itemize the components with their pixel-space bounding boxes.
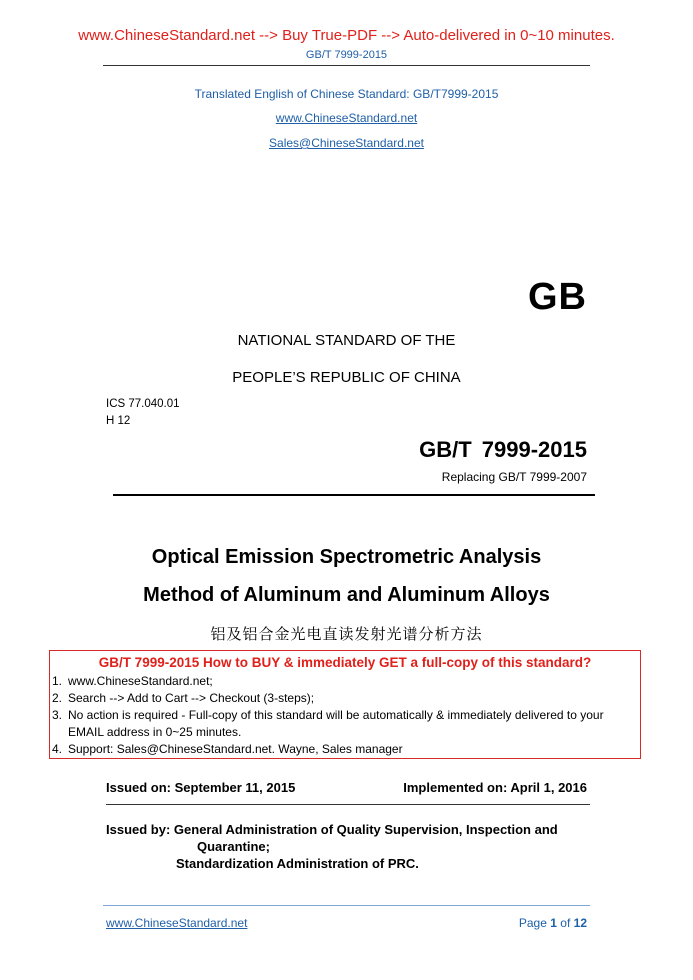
footer-divider	[103, 905, 590, 906]
national-standard-line1: NATIONAL STANDARD OF THE	[237, 332, 456, 349]
page-number: Page 1 of 12	[518, 916, 587, 930]
title-divider	[113, 494, 595, 496]
list-item: 1. www.ChineseStandard.net;	[52, 674, 213, 688]
document-title-line2: Method of Aluminum and Aluminum Alloys	[143, 584, 550, 606]
buy-box-title: GB/T 7999-2015 How to BUY & immediately GET a full-copy of this standard?	[98, 655, 592, 670]
issued-by-line3: Standardization Administration of PRC.	[176, 856, 419, 871]
header-divider	[103, 65, 590, 66]
issued-by-block	[106, 821, 558, 872]
replacing-note: Replacing GB/T 7999-2007	[441, 470, 587, 484]
document-title-line1: Optical Emission Spectrometric Analysis	[151, 546, 542, 568]
document-title-chinese: 铝及铝合金光电直读发射光谱分析方法	[210, 626, 483, 643]
h-code: H 12	[106, 415, 131, 427]
dates-divider	[106, 804, 590, 805]
issued-by-line1: General Administration of Quality Supervision, Inspection and	[173, 822, 558, 837]
national-standard-line2: PEOPLE’S REPUBLIC OF CHINA	[232, 369, 461, 386]
translated-line: Translated English of Chinese Standard: GB/T7999-2015	[194, 87, 499, 101]
list-item: 2. Search --> Add to Cart --> Checkout (3-steps);	[52, 691, 315, 705]
issued-by-line2: Quarantine;	[197, 839, 270, 854]
list-item: 4. Support: Sales@ChineseStandard.net. Wayne, Sales manager	[52, 742, 403, 756]
list-item: 3. No action is required - Full-copy of this standard will be automatically & immediately delivered to your EMAIL address in 0~25 minutes.	[52, 708, 604, 739]
issued-by-label: Issued by:	[106, 822, 171, 837]
implemented-on-date: Implemented on: April 1, 2016	[403, 780, 587, 795]
issued-on-date: Issued on: September 11, 2015	[106, 780, 296, 795]
ics-code: ICS 77.040.01	[106, 398, 180, 410]
buy-info-box	[49, 650, 641, 759]
footer-site-link[interactable]: www.ChineseStandard.net	[106, 916, 248, 930]
standard-number: GB/T 7999-2015	[419, 437, 587, 462]
buy-steps-list	[50, 673, 640, 758]
site-link[interactable]: www.ChineseStandard.net	[275, 111, 418, 125]
sales-email-link[interactable]: Sales@ChineseStandard.net	[269, 136, 424, 150]
top-banner[interactable]: www.ChineseStandard.net --> Buy True-PDF --> Auto-delivered in 0~10 minutes.	[78, 27, 615, 44]
header-standard-code: GB/T 7999-2015	[305, 49, 388, 61]
gb-logo: GB	[528, 276, 587, 318]
